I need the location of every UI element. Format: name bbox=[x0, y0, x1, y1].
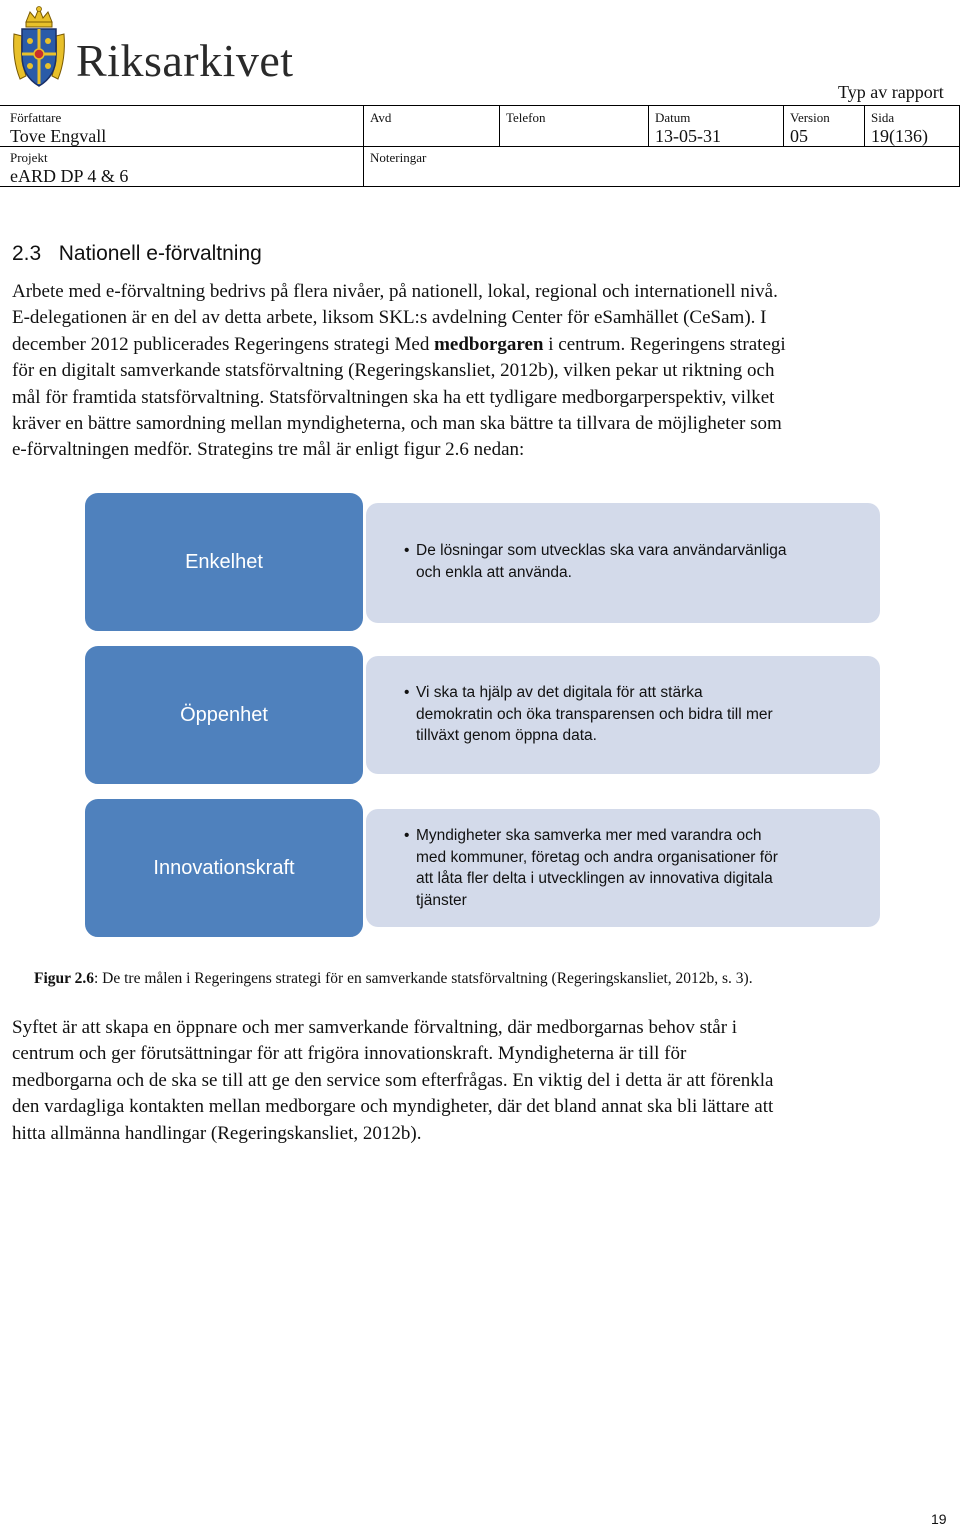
caption-text: : De tre målen i Regeringens strategi för en samverkande statsförvaltning (Regeringskansliet, 2012b, s. 3). bbox=[94, 970, 753, 987]
bullet-line: Vi ska ta hjälp av det digitala för att stärka bbox=[416, 684, 703, 701]
paragraph-text: december 2012 publicerades Regeringens strategi Med bbox=[12, 333, 435, 355]
notes-label: Noteringar bbox=[370, 150, 427, 165]
paragraph-line: E-delegationen är en del av detta arbete, liksom SKL:s avdelning Center för eSamhället (CeSam). I bbox=[12, 307, 767, 329]
section-title: Nationell e-förvaltning bbox=[58, 242, 262, 265]
goal-box-oppenhet: Öppenhet bbox=[82, 643, 366, 787]
date-label: Datum bbox=[655, 110, 691, 125]
header-divider bbox=[648, 105, 649, 146]
version-value: 05 bbox=[790, 126, 808, 146]
bullet-line: tjänster bbox=[416, 891, 467, 909]
date-value: 13-05-31 bbox=[655, 126, 721, 146]
bullet-line: demokratin och öka transparensen och bidra till mer bbox=[416, 705, 773, 723]
document-header-grid bbox=[0, 105, 960, 187]
section-heading bbox=[12, 241, 262, 267]
page-number: 19 bbox=[931, 1511, 947, 1527]
goal-bullet bbox=[404, 825, 864, 911]
bullet-dot: • bbox=[404, 827, 410, 844]
project-label: Projekt bbox=[10, 150, 48, 165]
paragraph-line: Arbete med e-förvaltning bedrivs på flera nivåer, på nationell, lokal, regional och internationell nivå. bbox=[12, 281, 778, 302]
page-value: 19(136) bbox=[871, 126, 928, 146]
paragraph-line: den vardagliga kontakten mellan medborgare och myndigheter, där det bland annat ska bli lättare att bbox=[12, 1096, 774, 1118]
header-divider bbox=[783, 105, 784, 146]
bullet-line: De lösningar som utvecklas ska vara användarvänliga bbox=[416, 542, 787, 559]
author-label: Författare bbox=[10, 110, 62, 125]
goal-bullet bbox=[404, 540, 864, 583]
paragraph-line: e-förvaltningen medför. Strategins tre mål är enligt figur 2.6 nedan: bbox=[12, 439, 525, 461]
paragraph-line: Syftet är att skapa en öppnare och mer samverkande förvaltning, där medborgarnas behov står i bbox=[12, 1017, 738, 1038]
header-divider bbox=[864, 105, 865, 146]
bullet-line: att låta fler delta i utvecklingen av innovativa digitala bbox=[416, 870, 773, 887]
phone-label: Telefon bbox=[506, 110, 546, 125]
paragraph-line: medborgarna och de ska se till att ge den service som efterfrågas. En viktig del i detta är att förenkla bbox=[12, 1069, 774, 1091]
goal-box-enkelhet: Enkelhet bbox=[82, 490, 366, 634]
header-rule-top bbox=[0, 105, 960, 106]
dept-label: Avd bbox=[370, 110, 392, 125]
bullet-line: tillväxt genom öppna data. bbox=[416, 727, 597, 744]
riksarkivet-logo bbox=[10, 4, 310, 94]
bullet-dot: • bbox=[404, 684, 410, 701]
paragraph-bold-text: medborgaren bbox=[434, 333, 544, 355]
header-rule-bottom bbox=[0, 186, 960, 187]
logo-wordmark: Riksarkivet bbox=[76, 35, 294, 86]
author-value: Tove Engvall bbox=[10, 126, 107, 146]
bullet-line: med kommuner, företag och andra organisationer för bbox=[416, 848, 778, 866]
paragraph-line: kräver en bättre samordning mellan myndigheterna, och man ska bättre ta tillvara de möjligheter som bbox=[12, 413, 782, 435]
goal-box-innovationskraft: Innovationskraft bbox=[82, 796, 366, 940]
report-type: Typ av rapport bbox=[838, 82, 944, 102]
project-value: eARD DP 4 & 6 bbox=[10, 166, 129, 186]
caption-label: Figur 2.6 bbox=[34, 970, 94, 987]
version-label: Version bbox=[790, 110, 830, 125]
paragraph-line: mål för framtida statsförvaltning. Statsförvaltningen ska ha ett tydligare medborgarperspektiv, vilket bbox=[12, 386, 775, 408]
bullet-line: Myndigheter ska samverka mer med varandra och bbox=[416, 827, 762, 844]
header-rule-middle bbox=[0, 146, 960, 147]
page-label: Sida bbox=[871, 110, 895, 125]
goal-bullet bbox=[404, 682, 864, 747]
crest-icon bbox=[10, 4, 68, 92]
paragraph-line bbox=[12, 332, 948, 358]
bullet-line: och enkla att använda. bbox=[416, 563, 572, 581]
paragraph-line: för en digitalt samverkande statsförvaltning (Regeringskansliet, 2012b), vilken pekar ut riktning och bbox=[12, 360, 775, 382]
bullet-dot: • bbox=[404, 542, 410, 559]
paragraph-purpose bbox=[12, 1015, 948, 1147]
paragraph-line: centrum och ger förutsättningar för att frigöra innovationskraft. Myndigheterna är till för bbox=[12, 1043, 687, 1065]
paragraph-text: i centrum. Regeringens strategi bbox=[543, 333, 786, 355]
paragraph-intro bbox=[12, 279, 948, 464]
header-divider bbox=[499, 105, 500, 146]
figure-caption bbox=[34, 969, 753, 989]
header-divider bbox=[363, 105, 364, 187]
paragraph-line: hitta allmänna handlingar (Regeringskansliet, 2012b). bbox=[12, 1122, 422, 1144]
section-number: 2.3 bbox=[12, 242, 42, 265]
